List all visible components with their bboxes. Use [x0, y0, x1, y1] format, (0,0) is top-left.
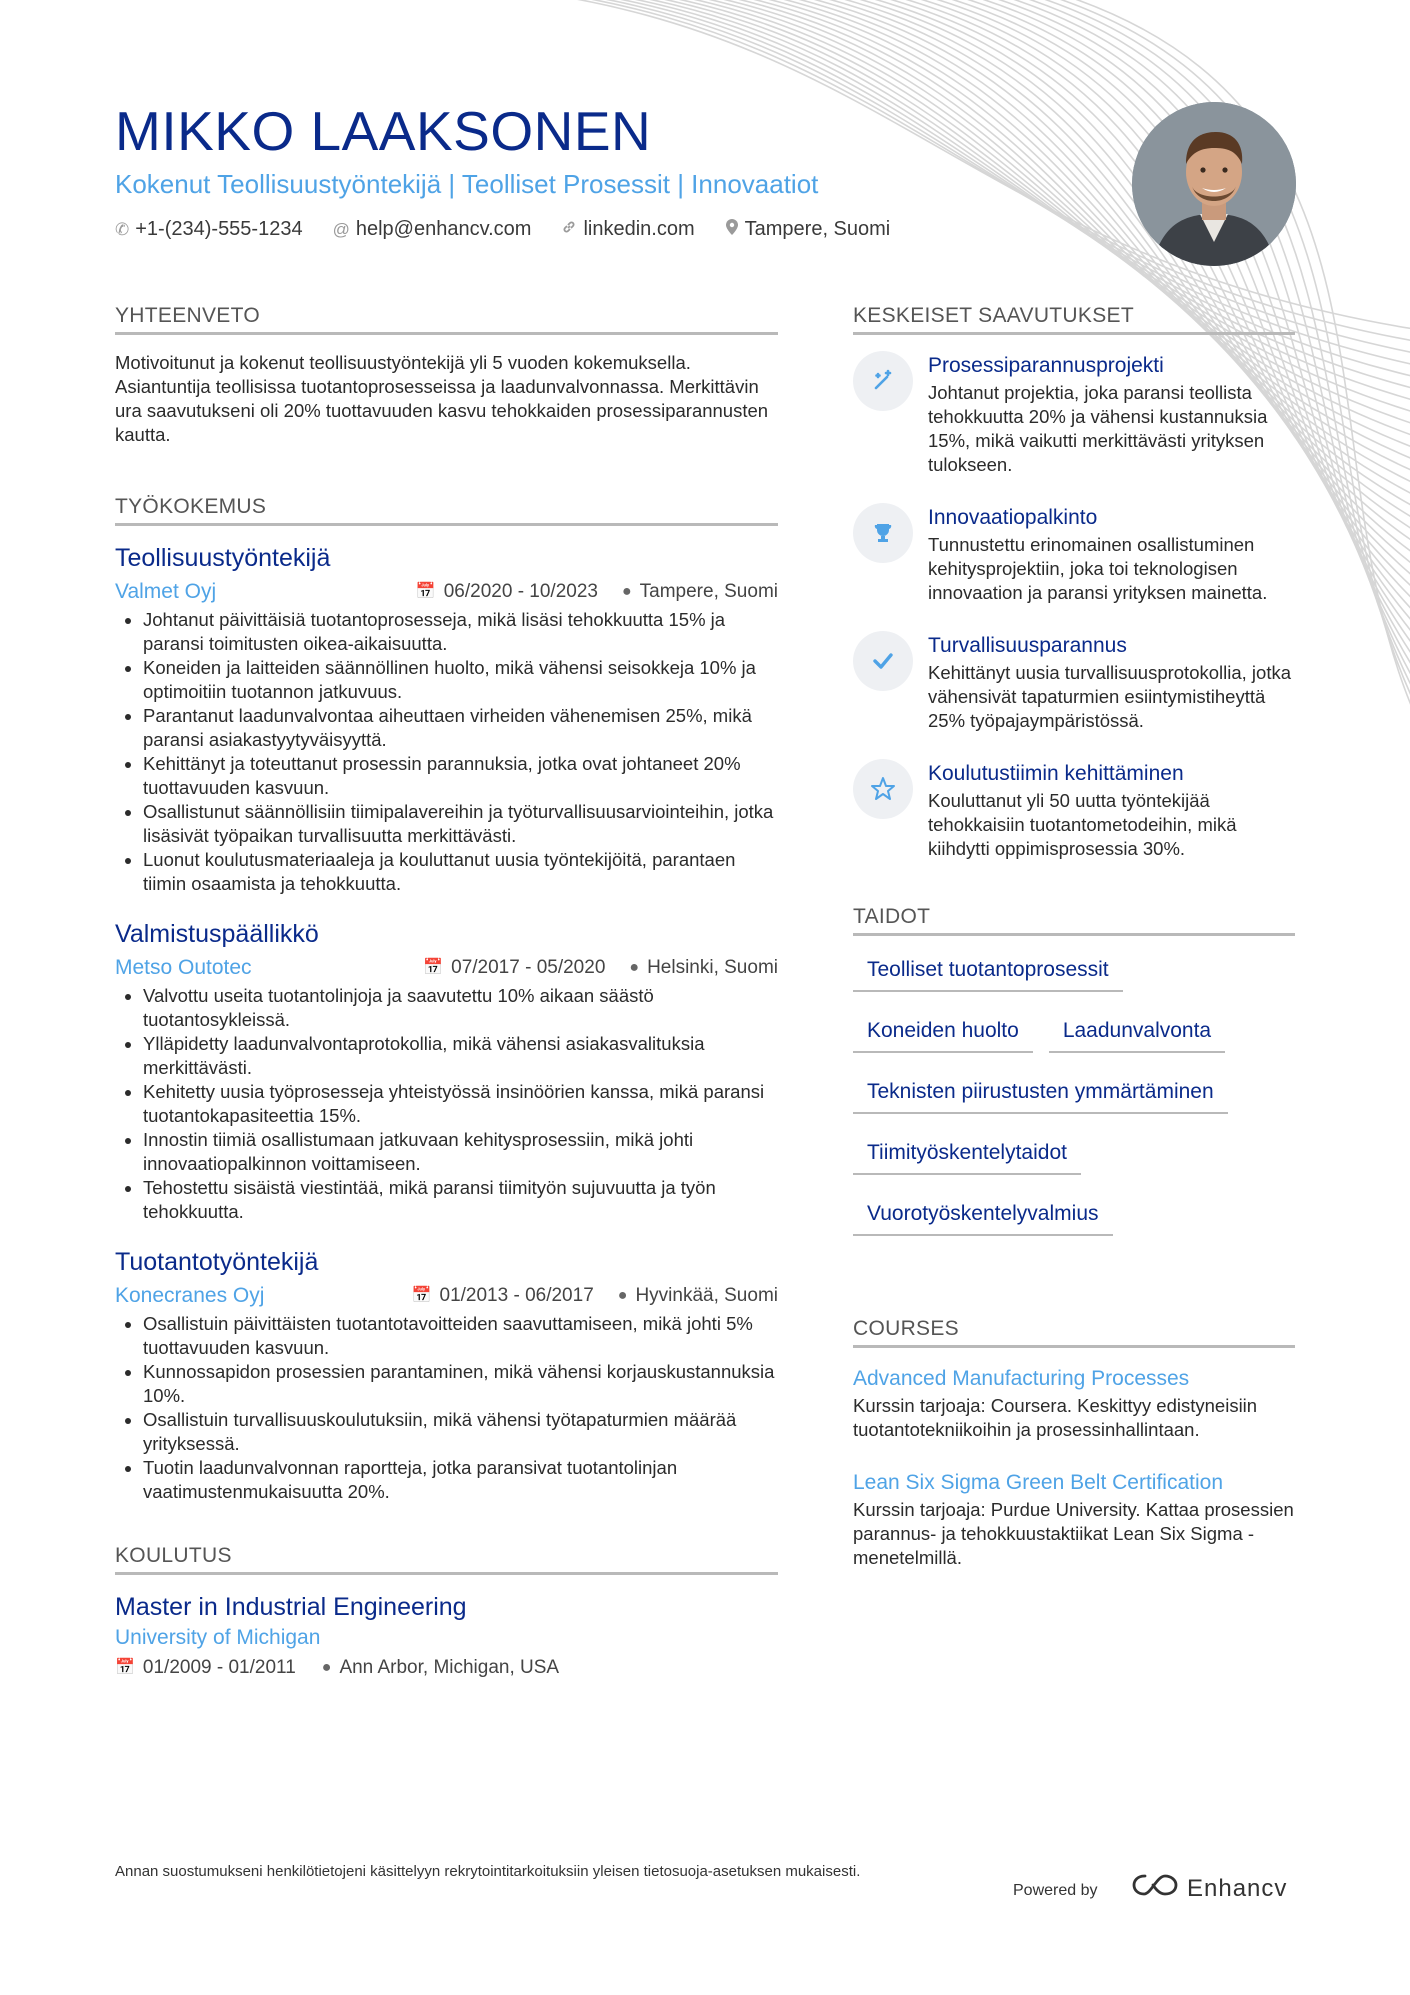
skill-tag: Koneiden huolto — [853, 1013, 1033, 1053]
skill-tag: Teknisten piirustusten ymmärtäminen — [853, 1074, 1228, 1114]
bullet-item: • Parantanut laadunvalvontaa aiheuttaen virheiden vähenemisen 25%, mikä paransi asiakastyytyväisyyttä. — [143, 704, 778, 752]
bullet-item: • Kehitetty uusia työprosesseja yhteistyössä insinöörien kanssa, mikä paransi tuotantokapasiteettia 15%. — [143, 1080, 778, 1128]
bullet-item: • Ylläpidetty laadunvalvontaprotokollia, mikä vähensi asiakasvalituksia merkittävästi. — [143, 1032, 778, 1080]
education-meta — [115, 1653, 778, 1683]
job-title: Teollisuustyöntekijä — [115, 544, 331, 572]
bullet-item: • Johtanut päivittäisiä tuotantoprosesseja, mikä lisäsi tehokkuutta 15% ja paransi toimitusten oikea-aikaisuutta. — [143, 608, 778, 656]
company-name: Valmet Oyj — [115, 580, 217, 603]
resume-header — [115, 100, 1115, 241]
education-location-text: Ann Arbor, Michigan, USA — [339, 1657, 560, 1678]
calendar-icon: 📅 — [423, 959, 444, 976]
at-icon: @ — [332, 219, 350, 239]
job-dates-text: 01/2013 - 06/2017 — [439, 1285, 594, 1306]
bullet-item: • Tehostettu sisäistä viestintää, mikä paransi tiimityön sujuvuutta ja työn tehokkuutta. — [143, 1176, 778, 1224]
achievement-title: Turvallisuusparannus — [928, 634, 1127, 657]
bullet-item: • Kehittänyt ja toteuttanut prosessin parannuksia, jotka ovat johtaneet 20% tuottavuuden kasvuun. — [143, 752, 778, 800]
brand-name: Enhancv — [1187, 1874, 1288, 1902]
bullet-item: • Osallistuin päivittäisten tuotantotavoitteiden saavuttamiseen, mikä johti 5% tuottavuuden kasvuun. — [143, 1312, 778, 1360]
education-dates-text: 01/2009 - 01/2011 — [142, 1657, 296, 1678]
achievement-text: Tunnustettu erinomainen osallistuminen kehitysprojektiin, joka toi teknologisen innovaation ja paransi yrityksen mainetta. — [928, 534, 1268, 603]
map-pin-icon: ● — [321, 1659, 332, 1676]
avatar — [1132, 102, 1296, 266]
course-item — [853, 1364, 1295, 1442]
job-bullets — [115, 984, 778, 1224]
course-text: Kurssin tarjoaja: Coursera. Keskittyy edistyneisiin tuotantotekniikoihin ja prosessinhallintaan. — [853, 1395, 1258, 1440]
course-title: Advanced Manufacturing Processes — [853, 1367, 1190, 1390]
achievement-text: Kehittänyt uusia turvallisuusprotokollia, jotka vähensivät tapaturmien esiintymistiheyttä 25% työpajaympäristössä. — [928, 662, 1291, 731]
checkmark-icon — [853, 631, 913, 691]
linkedin-text: linkedin.com — [583, 218, 695, 240]
education-location — [322, 1653, 559, 1683]
summary-section — [115, 304, 778, 447]
map-pin-icon: ● — [617, 1287, 628, 1304]
link-icon — [561, 219, 577, 240]
contact-linkedin[interactable] — [561, 218, 694, 241]
candidate-headline: Kokenut Teollisuustyöntekijä | Teolliset Prosessit | Innovaatiot — [115, 169, 819, 199]
enhancv-logo[interactable] — [1131, 1872, 1287, 1905]
skills-section — [853, 905, 1295, 1257]
degree-title: Master in Industrial Engineering — [115, 1593, 467, 1621]
job-entry — [115, 542, 778, 896]
job-location — [618, 1282, 778, 1310]
achievements-section — [853, 304, 1295, 861]
achievement-text: Kouluttanut yli 50 uutta työntekijää tehokkaisiin tuotantometodeihin, mikä kiihdytti oppimisprosessia 30%. — [928, 790, 1237, 859]
courses-section — [853, 1317, 1295, 1570]
job-meta — [115, 578, 778, 606]
school-name: University of Michigan — [115, 1626, 321, 1649]
skill-tag: Vuorotyöskentelyvalmius — [853, 1196, 1113, 1236]
job-bullets — [115, 1312, 778, 1504]
trophy-icon — [853, 503, 913, 563]
achievement-item — [853, 759, 1295, 861]
skill-tag: Laadunvalvonta — [1049, 1013, 1225, 1053]
job-dates — [416, 578, 598, 606]
job-dates-text: 06/2020 - 10/2023 — [443, 581, 598, 602]
achievement-title: Koulutustiimin kehittäminen — [928, 762, 1184, 785]
bullet-item: • Koneiden ja laitteiden säännöllinen huolto, mikä vähensi seisokkeja 10% ja optimoitiin tuotannon jatkuvuus. — [143, 656, 778, 704]
achievement-item — [853, 351, 1295, 477]
job-entry — [115, 1246, 778, 1504]
section-title-courses: COURSES — [853, 1317, 1295, 1348]
job-location-text: Helsinki, Suomi — [647, 957, 778, 978]
achievement-item — [853, 503, 1295, 605]
job-location — [629, 954, 778, 982]
contact-location — [725, 218, 891, 241]
course-item — [853, 1468, 1295, 1570]
job-title: Tuotantotyöntekijä — [115, 1248, 319, 1276]
star-icon — [853, 759, 913, 819]
summary-text: Motivoitunut ja kokenut teollisuustyöntekijä yli 5 vuoden kokemuksella. Asiantuntija teollisissa tuotantoprosesseissa ja laadunvalvonnassa. Merkittävin ura saavutukseni oli 20% tuottavuuden kasvu tehokkaiden prosessiparannusten kautta. — [115, 352, 769, 445]
job-entry — [115, 918, 778, 1224]
phone-text: +1-(234)-555-1234 — [135, 218, 303, 240]
calendar-icon: 📅 — [411, 1287, 432, 1304]
job-dates-text: 07/2017 - 05/2020 — [451, 957, 606, 978]
job-dates — [423, 954, 605, 982]
education-section — [115, 1544, 778, 1683]
experience-section — [115, 495, 778, 1504]
contact-list — [115, 218, 1115, 241]
section-title-achievements: KESKEISET SAAVUTUKSET — [853, 304, 1295, 335]
bullet-item: • Innostin tiimiä osallistumaan jatkuvaan kehitysprosessiin, mikä johti innovaatiopalkinnon voittamiseen. — [143, 1128, 778, 1176]
job-location — [622, 578, 778, 606]
contact-email[interactable] — [333, 218, 532, 241]
company-name: Metso Outotec — [115, 956, 252, 979]
job-dates — [412, 1282, 594, 1310]
gdpr-consent-note: Annan suostumukseni henkilötietojeni käsittelyyn rekrytointitarkoituksiin yleisen tietosuoja-asetuksen mukaisesti. — [115, 1863, 861, 1880]
magic-wand-icon — [853, 351, 913, 411]
bullet-item: • Kunnossapidon prosessien parantaminen, mikä vähensi korjauskustannuksia 10%. — [143, 1360, 778, 1408]
course-text: Kurssin tarjoaja: Purdue University. Kattaa prosessien parannus- ja tehokkuustaktiikat Lean Six Sigma -menetelmillä. — [853, 1499, 1294, 1568]
company-name: Konecranes Oyj — [115, 1284, 265, 1307]
achievement-title: Innovaatiopalkinto — [928, 506, 1098, 529]
bullet-item: • Valvottu useita tuotantolinjoja ja saavutettu 10% aikaan säästö tuotantosykleissä. — [143, 984, 778, 1032]
phone-icon: ✆ — [115, 219, 130, 239]
map-pin-icon — [725, 218, 739, 241]
bullet-item: • Osallistunut säännöllisiin tiimipalavereihin ja työturvallisuusarviointeihin, jotka lisäsivät työpaikan turvallisuutta merkittävästi. — [143, 800, 778, 848]
education-dates — [115, 1653, 296, 1683]
infinity-icon — [1131, 1872, 1179, 1905]
skills-list — [853, 952, 1295, 1257]
calendar-icon: 📅 — [415, 583, 436, 600]
achievement-item — [853, 631, 1295, 733]
candidate-name: MIKKO LAAKSONEN — [115, 100, 652, 162]
achievement-title: Prosessiparannusprojekti — [928, 354, 1164, 377]
section-title-experience: TYÖKOKEMUS — [115, 495, 778, 526]
map-pin-icon: ● — [629, 959, 640, 976]
section-title-skills: TAIDOT — [853, 905, 1295, 936]
powered-by-label: Powered by — [1013, 1882, 1098, 1899]
skill-tag: Tiimityöskentelytaidot — [853, 1135, 1081, 1175]
job-location-text: Hyvinkää, Suomi — [635, 1285, 778, 1306]
section-title-education: KOULUTUS — [115, 1544, 778, 1575]
email-text: help@enhancv.com — [355, 218, 532, 240]
location-text: Tampere, Suomi — [744, 218, 891, 240]
achievement-text: Johtanut projektia, joka paransi teollista tehokkuutta 20% ja vähensi kustannuksia 15%, mikä vaikutti merkittävästi yrityksen tulokseen. — [928, 382, 1268, 475]
job-bullets — [115, 608, 778, 896]
right-column — [853, 304, 1295, 1596]
job-meta — [115, 954, 778, 982]
course-title: Lean Six Sigma Green Belt Certification — [853, 1471, 1224, 1494]
job-meta — [115, 1282, 778, 1310]
job-title: Valmistuspäällikkö — [115, 920, 319, 948]
job-location-text: Tampere, Suomi — [639, 581, 778, 602]
bullet-item: • Osallistuin turvallisuuskoulutuksiin, mikä vähensi työtapaturmien määrää yrityksessä. — [143, 1408, 778, 1456]
bullet-item: • Tuotin laadunvalvonnan raportteja, jotka paransivat tuotantolinjan vaatimustenmukaisuutta 20%. — [143, 1456, 778, 1504]
section-title-summary: YHTEENVETO — [115, 304, 778, 335]
map-pin-icon: ● — [621, 583, 632, 600]
calendar-icon: 📅 — [115, 1659, 135, 1676]
left-column — [115, 304, 778, 1683]
contact-phone[interactable] — [115, 218, 303, 241]
skill-tag: Teolliset tuotantoprosessit — [853, 952, 1123, 992]
bullet-item: • Luonut koulutusmateriaaleja ja kouluttanut uusia työntekijöitä, parantaen tiimin osaamista ja tehokkuutta. — [143, 848, 778, 896]
